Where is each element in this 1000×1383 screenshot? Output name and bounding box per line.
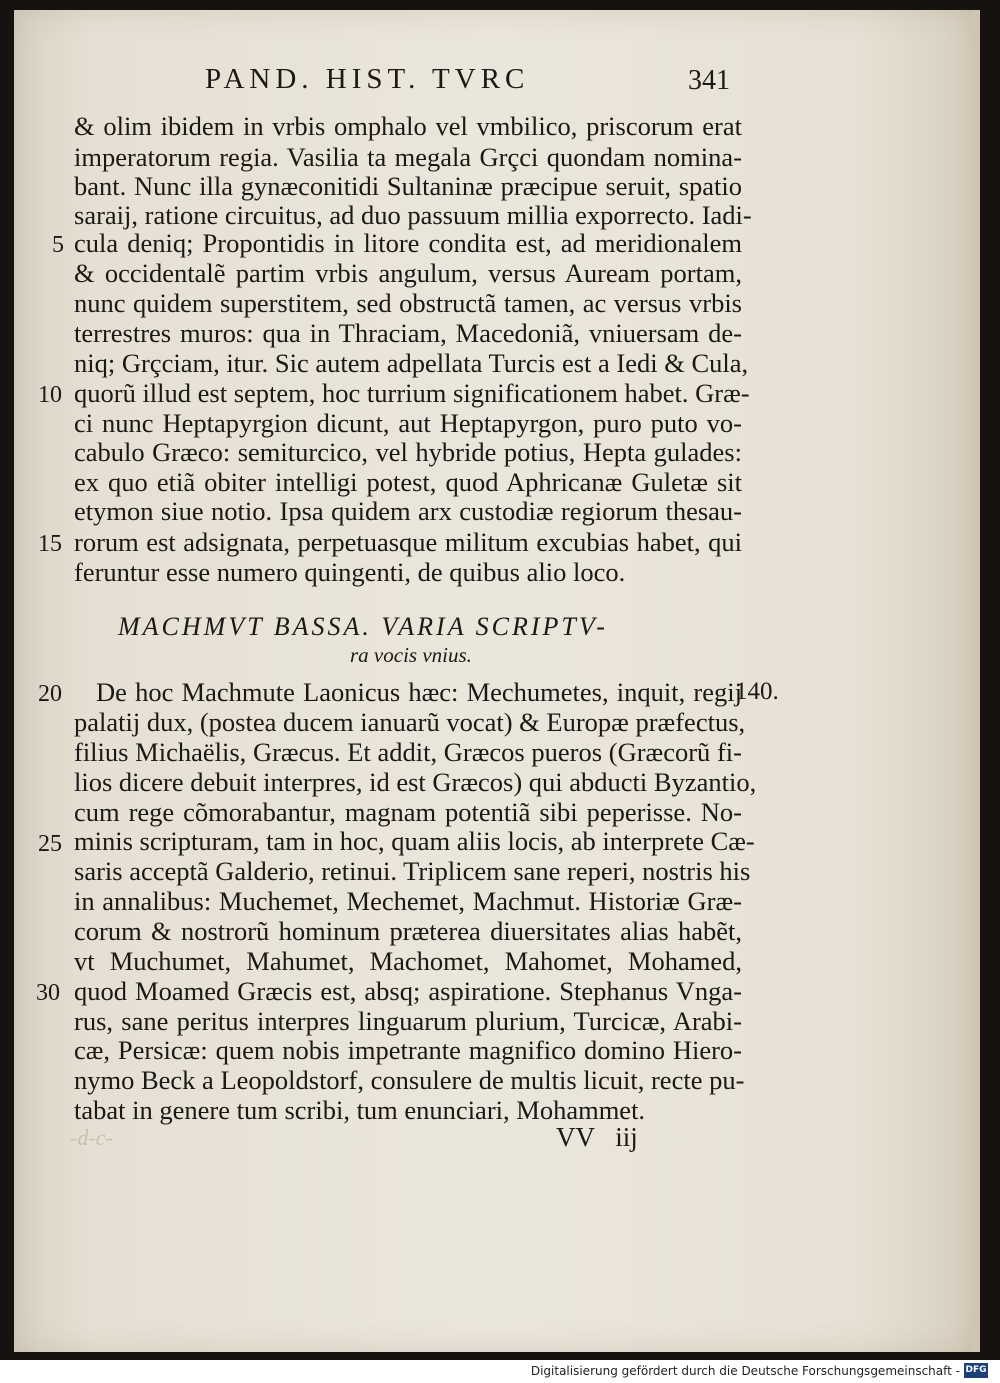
text-line: tabat in genere tum scribi, tum enunciari, Mohammet. [74, 1095, 646, 1125]
text-line: in annalibus: Muchemet, Mechemet, Machmut. Historiæ Græ- [74, 886, 742, 916]
show-through-text: -d-c- [70, 1125, 113, 1150]
text-line: filius Michaëlis, Græcus. Et addit, Græcos pueros (Græcorũ fi- [74, 737, 742, 767]
line-number: 25 [38, 831, 62, 857]
text-line: corum & nostrorũ hominum præterea diuersitates alias habẽt, [74, 916, 742, 946]
text-line: feruntur esse numero quingenti, de quibus alio loco. [74, 557, 626, 587]
text-line: saris acceptã Galderio, retinui. Triplicem sane reperi, nostris his [74, 856, 751, 886]
section-heading: MACHMVT BASSA. VARIA SCRIPTV- [118, 612, 608, 641]
page-number: 341 [688, 65, 730, 96]
text-line: cula deniq; Propontidis in litore condita est, ad meridionalem [74, 228, 742, 258]
text-line: rus, sane peritus interpres linguarum plurium, Turcicæ, Arabi- [74, 1006, 742, 1036]
line-number: 5 [52, 232, 64, 258]
line-number: 15 [38, 531, 62, 557]
text-line: ci nunc Heptapyrgion dicunt, aut Heptapyrgon, puro puto vo- [74, 408, 742, 438]
text-line: terrestres muros: qua in Thraciam, Macedoniã, vniuersam de- [74, 318, 742, 348]
text-line: ex quo etiã obiter intelligi potest, quod Aphricanæ Guletæ sit [74, 467, 742, 497]
text-line: cabulo Græco: semiturcico, vel hybride potius, Hepta gulades: [74, 437, 742, 467]
text-line: imperatorum regia. Vasilia ta megala Grçci quondam nomina- [74, 142, 742, 172]
text-line: nymo Beck a Leopoldstorf, consulere de multis licuit, recte pu- [74, 1065, 745, 1095]
margin-note: 140. [735, 678, 779, 705]
text-line: niq; Grçciam, itur. Sic autem adpellata Turcis est a Iedi & Cula, [74, 348, 749, 378]
text-line: quod Moamed Græcis est, absq; aspiratione. Stephanus Vnga- [74, 976, 742, 1006]
text-line: etymon siue notio. Ipsa quidem arx custodiæ regiorum thesau- [74, 496, 742, 526]
text-line: cum rege cõmorabantur, magnam potentiã sibi peperisse. No- [74, 797, 742, 827]
section-heading-continuation: ra vocis vnius. [350, 643, 472, 667]
text-line: vt Muchumet, Mahumet, Machomet, Mahomet, Mohamed, [74, 946, 742, 976]
text-line: bant. Nunc illa gynæconitidi Sultaninæ præcipue seruit, spatio [74, 171, 742, 201]
line-number: 10 [38, 382, 62, 408]
text-line: lios dicere debuit interpres, id est Græcos) qui abducti Byzantio, [74, 767, 757, 797]
text-line: & olim ibidem in vrbis omphalo vel vmbilico, priscorum erat [74, 111, 742, 141]
text-line: quorũ illud est septem, hoc turrium significationem habet. Græ- [74, 378, 750, 408]
line-number: 30 [36, 980, 60, 1006]
text-line: & occidentalẽ partim vrbis angulum, versus Auream portam, [74, 258, 742, 288]
text-line: palatij dux, (postea ducem ianuarũ vocat) & Europæ præfectus, [74, 707, 746, 737]
text-line: De hoc Machmute Laonicus hæc: Mechumetes, inquit, regij [96, 677, 742, 707]
text-line: rorum est adsignata, perpetuasque militum excubias habet, qui [74, 527, 742, 557]
funding-notice: Digitalisierung gefördert durch die Deutsche Forschungsgemeinschaft - [530, 1364, 960, 1378]
text-line: cæ, Persicæ: quem nobis impetrante magnifico domino Hiero- [74, 1035, 742, 1065]
line-number: 20 [38, 681, 62, 707]
text-line: nunc quidem superstitem, sed obstructã tamen, ac versus vrbis [74, 288, 742, 318]
dfg-logo: DFG [964, 1363, 988, 1378]
text-line: minis scripturam, tam in hoc, quam aliis locis, ab interprete Cæ- [74, 826, 755, 856]
text-line: saraij, ratione circuitus, ad duo passuum millia exporrecto. Iadi- [74, 200, 752, 230]
running-head: PAND. HIST. TVRC [205, 63, 530, 95]
signature-mark: VV iij [556, 1122, 638, 1152]
